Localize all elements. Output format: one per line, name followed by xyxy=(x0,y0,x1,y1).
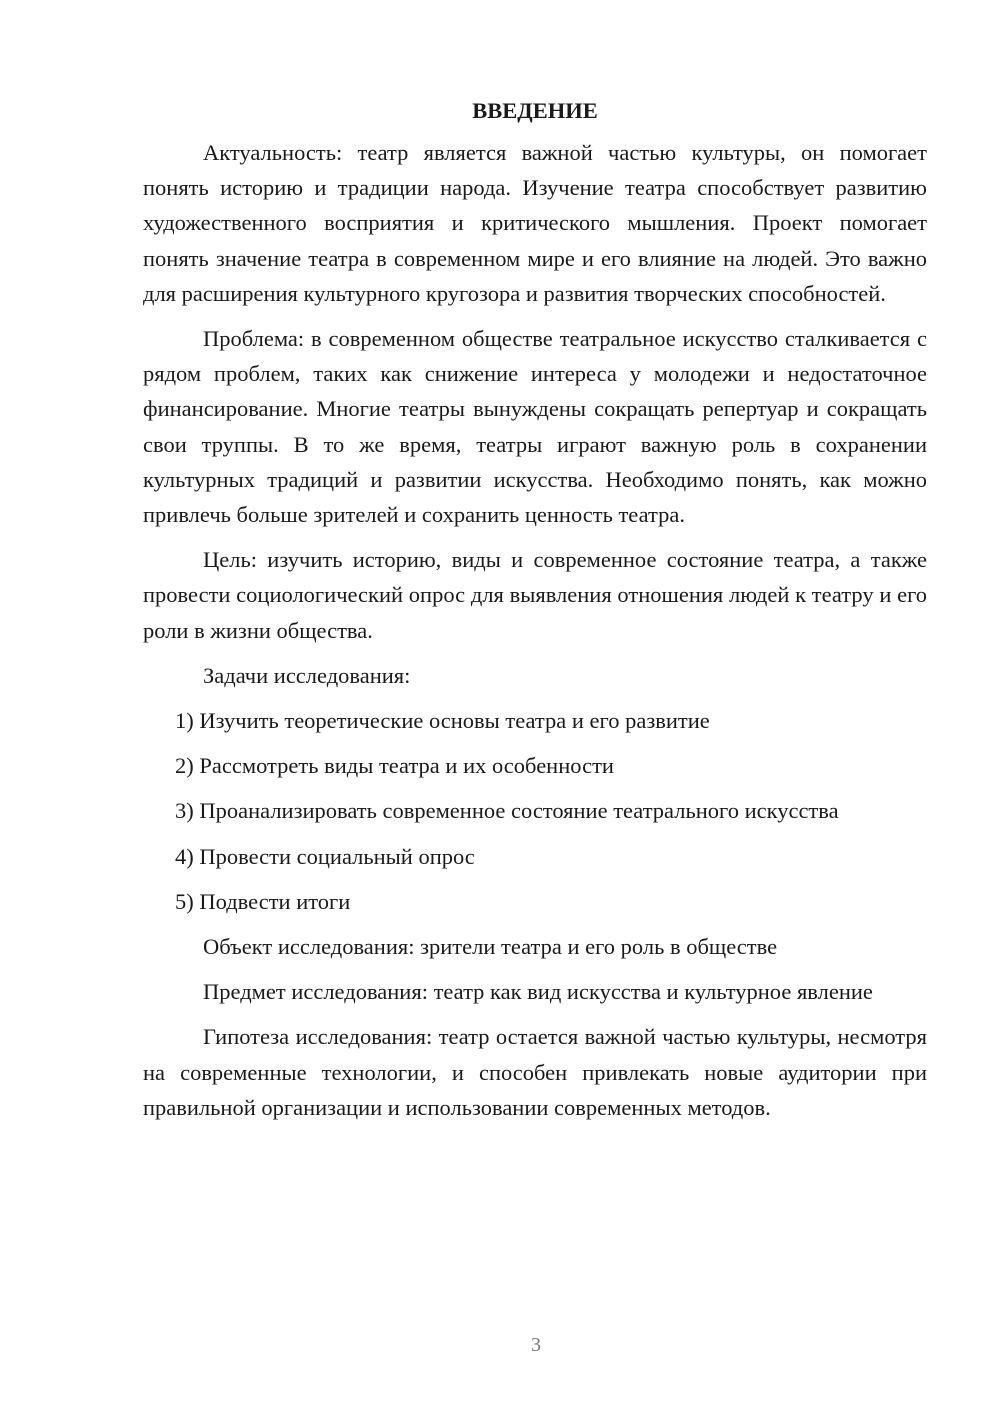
paragraph-subject: Предмет исследования: театр как вид искусства и культурное явление xyxy=(203,979,873,1005)
task-item-5: 5) Подвести итоги xyxy=(175,888,351,914)
task-item-2: 2) Рассмотреть виды театра и их особенности xyxy=(175,753,614,779)
paragraph-goal: Цель: изучить историю, виды и современное состояние театра, а также провести социологический опрос для выявления отношения людей к театру и его роли в жизни общества. xyxy=(143,547,927,643)
section-title: ВВЕДЕНИЕ xyxy=(472,98,598,123)
tasks-heading: Задачи исследования: xyxy=(203,662,411,688)
paragraph-object: Объект исследования: зрители театра и его роль в обществе xyxy=(203,934,778,960)
paragraph-hypothesis: Гипотеза исследования: театр остается важной частью культуры, несмотря на современные технологии, и способен привлекать новые аудитории при правильной организации и использовании современных методов. xyxy=(143,1024,927,1120)
task-list xyxy=(143,703,927,919)
page-number: 3 xyxy=(531,1334,541,1356)
task-item-3: 3) Проанализировать современное состояние театрального искусства xyxy=(175,798,839,824)
task-item-1: 1) Изучить теоретические основы театра и его развитие xyxy=(175,708,710,734)
page-content xyxy=(143,95,927,1135)
paragraph-relevance: Актуальность: театр является важной частью культуры, он помогает понять историю и традиции народа. Изучение театра способствует развитию художественного восприятия и критического мышления. Проект помогает понять значение театра в современном мире и его влияние на людей. Это важно для расширения культурного кругозора и развития творческих способностей. xyxy=(143,140,927,306)
paragraph-problem: Проблема: в современном обществе театральное искусство сталкивается с рядом проблем, таких как снижение интереса у молодежи и недостаточное финансирование. Многие театры вынуждены сокращать репертуар и сокращать свои труппы. В то же время, театры играют важную роль в сохранении культурных традиций и развитии искусства. Необходимо понять, как можно привлечь больше зрителей и сохранить ценность театра. xyxy=(143,326,927,528)
task-item-4: 4) Провести социальный опрос xyxy=(175,843,475,869)
